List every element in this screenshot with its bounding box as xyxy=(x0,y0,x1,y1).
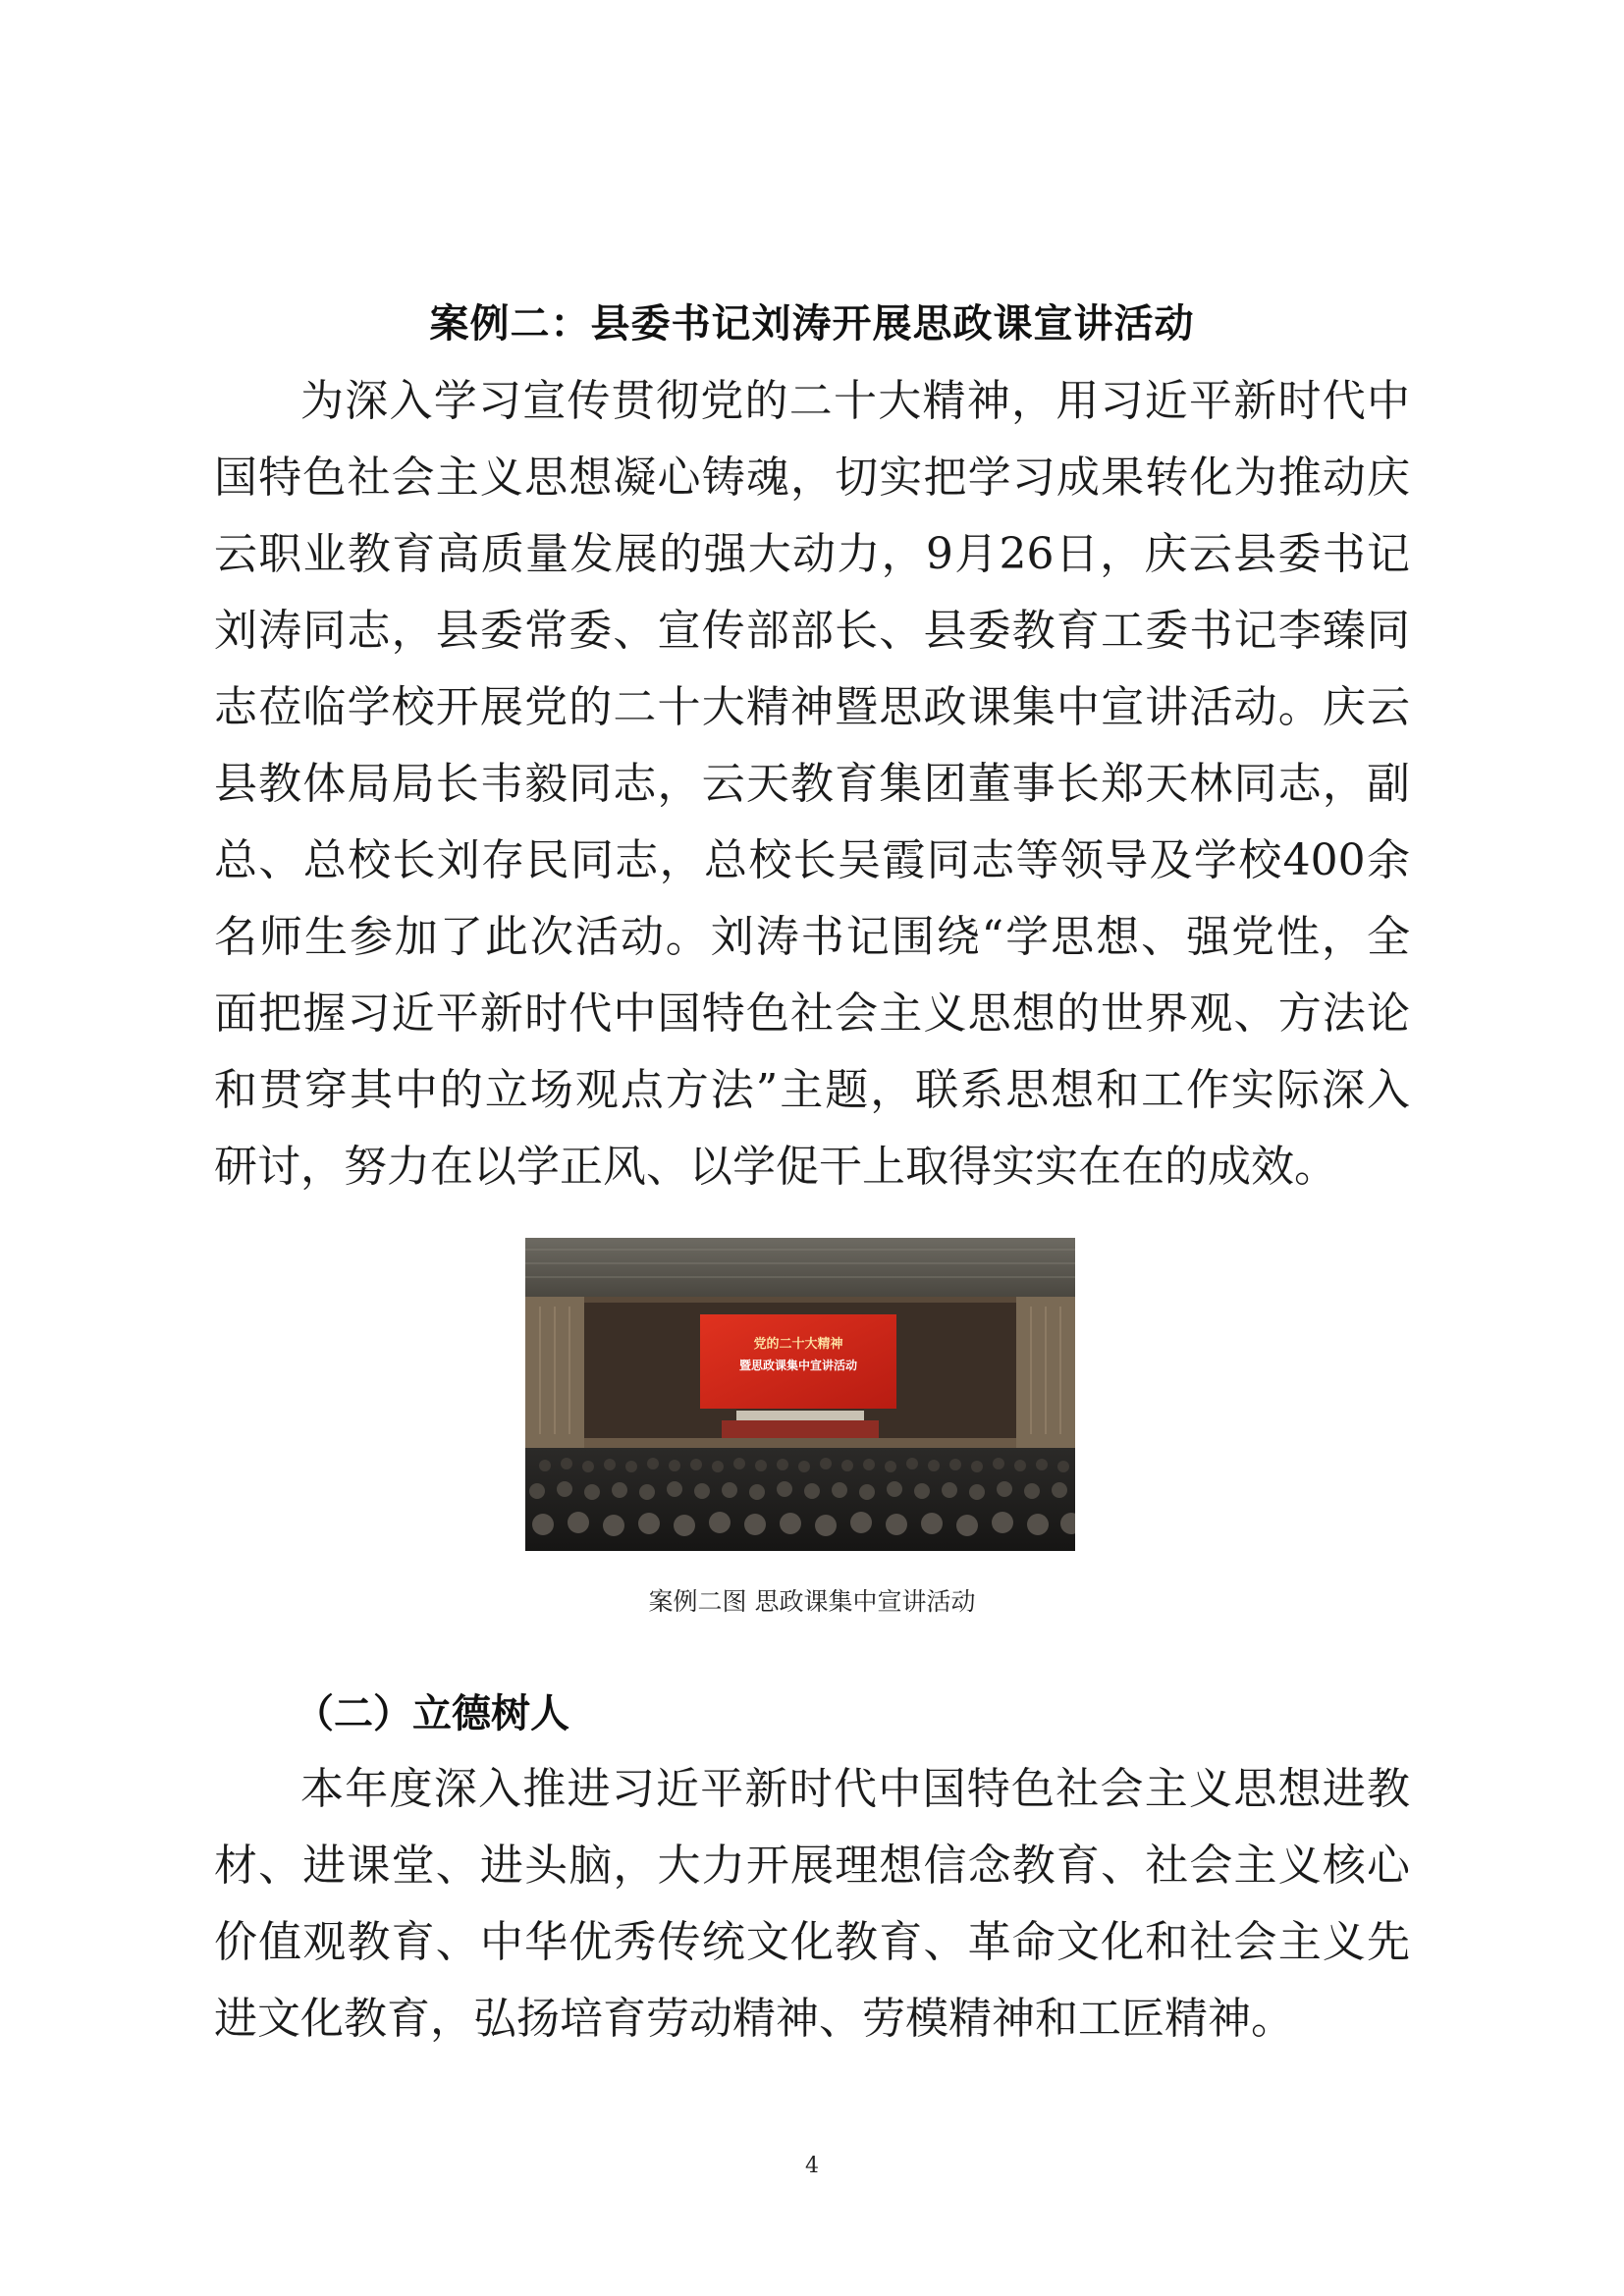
banner-line2: 暨思政课集中宣讲活动 xyxy=(738,1359,858,1372)
section-heading: （二）立德树人 xyxy=(295,1690,569,1736)
paragraph-line: 本年度深入推进习近平新时代中国特色社会主义思想进教 xyxy=(300,1764,1410,1814)
paragraph-line: 总、总校长刘存民同志，总校长吴霞同志等领导及学校400余 xyxy=(214,835,1410,885)
paragraph-line: 志莅临学校开展党的二十大精神暨思政课集中宣讲活动。庆云 xyxy=(214,682,1410,732)
case-title: 案例二：县委书记刘涛开展思政课宣讲活动 xyxy=(429,300,1195,347)
paragraph-line: 和贯穿其中的立场观点方法”主题，联系思想和工作实际深入 xyxy=(214,1065,1410,1115)
page-number: 4 xyxy=(805,2154,819,2178)
paragraph-line: 为深入学习宣传贯彻党的二十大精神，用习近平新时代中 xyxy=(300,376,1410,426)
paragraph-line: 研讨，努力在以学正风、以学促干上取得实实在在的成效。 xyxy=(214,1142,1337,1192)
paragraph-line: 名师生参加了此次活动。刘涛书记围绕“学思想、强党性，全 xyxy=(214,912,1410,962)
paragraph-line: 价值观教育、中华优秀传统文化教育、革命文化和社会主义先 xyxy=(214,1917,1410,1967)
paragraph-line: 面把握习近平新时代中国特色社会主义思想的世界观、方法论 xyxy=(214,988,1410,1039)
photo-caption: 案例二图 思政课集中宣讲活动 xyxy=(648,1587,976,1616)
paragraph-line: 国特色社会主义思想凝心铸魂，切实把学习成果转化为推动庆 xyxy=(214,453,1410,503)
paragraph-line: 刘涛同志，县委常委、宣传部部长、县委教育工委书记李臻同 xyxy=(214,606,1410,656)
paragraph-line: 云职业教育高质量发展的强大动力，9月26日，庆云县委书记 xyxy=(214,529,1410,579)
event-photo xyxy=(525,1238,1075,1551)
paragraph-line: 进文化教育，弘扬培育劳动精神、劳模精神和工匠精神。 xyxy=(214,1994,1294,2044)
banner-line1: 党的二十大精神 xyxy=(753,1337,843,1352)
paragraph-line: 县教体局局长韦毅同志，云天教育集团董事长郑天林同志，副 xyxy=(214,759,1410,809)
paragraph-line: 材、进课堂、进头脑，大力开展理想信念教育、社会主义核心 xyxy=(214,1841,1410,1891)
auditorium-illustration xyxy=(525,1238,1075,1551)
